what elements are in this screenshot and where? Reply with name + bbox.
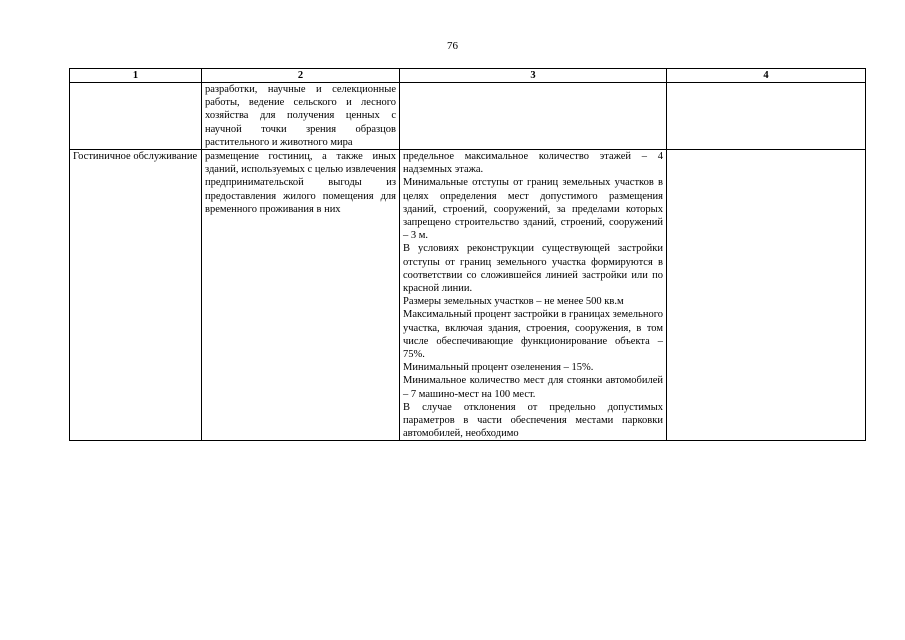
use-description-cell: разработки, научные и селекционные работы, ведение сельского и лесного хозяйства для получения ценных с научной точки зрения образцов растительного и животного мира	[202, 83, 400, 150]
parameter-paragraph: Минимальный процент озеленения – 15%.	[403, 362, 594, 374]
notes-cell	[667, 83, 866, 150]
table-row	[70, 150, 866, 441]
use-type-cell	[70, 83, 202, 150]
table-row	[70, 83, 866, 150]
notes-cell	[667, 150, 866, 441]
parameter-paragraph: Минимальные отступы от границ земельных участков в целях определения мест допустимого размещения зданий, строений, сооружений, за пределами которых запрещено строительство зданий, строений, сооружений – 3 м.	[403, 177, 663, 242]
parameter-paragraph: В условиях реконструкции существующей застройки отступы от границ земельного участка формируются в соответствии со сложившейся линией застройки или по красной линии.	[403, 243, 663, 295]
column-header-4: 4	[667, 69, 866, 83]
parameters-cell	[400, 150, 667, 441]
use-type-cell: Гостиничное обслуживание	[70, 150, 202, 441]
parameter-paragraph: предельное максимальное количество этажей – 4 надземных этажа.	[403, 151, 663, 176]
parameters-cell	[400, 83, 667, 150]
parameter-paragraph: Минимальное количество мест для стоянки автомобилей – 7 машино-мест на 100 мест.	[403, 375, 663, 400]
use-description-cell: размещение гостиниц, а также иных зданий, используемых с целью извлечения предпринимательской выгоды из предоставления жилого помещения для временного проживания в них	[202, 150, 400, 441]
parameter-paragraph: В случае отклонения от предельно допустимых параметров в части обеспечения местами парковки автомобилей, необходимо	[403, 401, 663, 440]
parameter-paragraph: Максимальный процент застройки в границах земельного участка, включая здания, строения, сооружения, в том числе обеспечивающие функционирование объекта – 75%.	[403, 309, 663, 361]
column-header-2: 2	[202, 69, 400, 83]
zoning-table	[69, 68, 866, 441]
page-number: 76	[447, 40, 458, 52]
parameter-paragraph: Размеры земельных участков – не менее 500 кв.м	[403, 296, 624, 308]
column-header-1: 1	[70, 69, 202, 83]
table-header-row	[70, 69, 866, 83]
column-header-3: 3	[400, 69, 667, 83]
